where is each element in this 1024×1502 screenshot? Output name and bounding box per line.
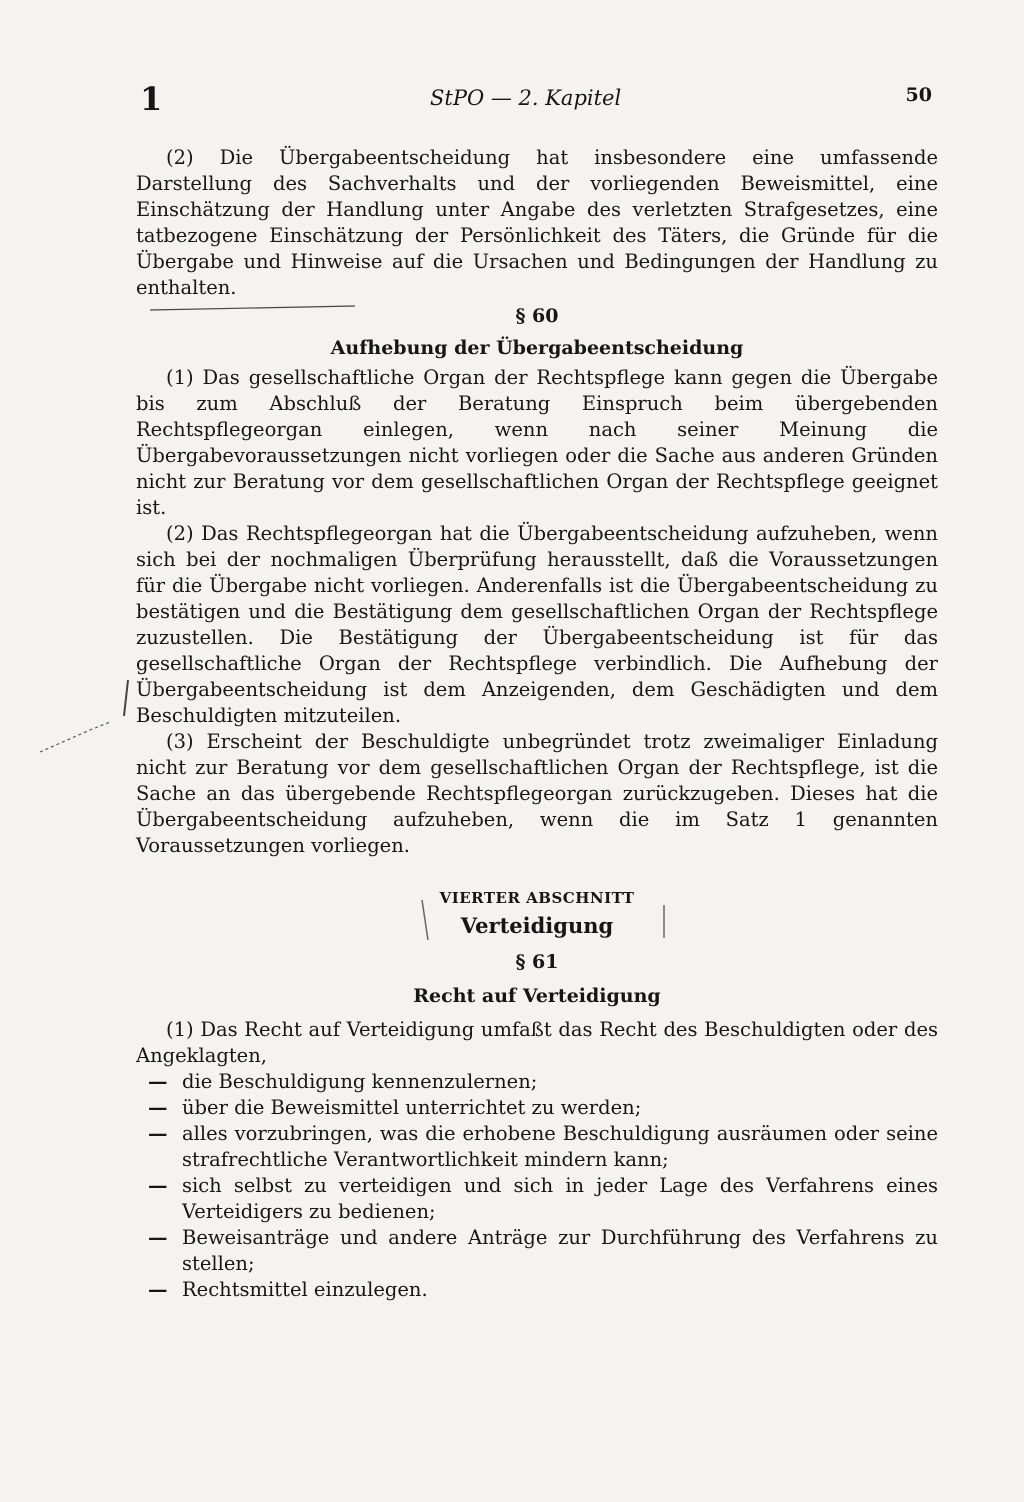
paragraph-59-2: (2) Die Übergabeentscheidung hat insbesondere eine umfassende Darstellung des Sachverhalts und der vorliegenden Beweismittel, eine Einschätzung der Handlung unter Angabe des verletzten Strafgesetzes, eine tatbezogene Einschätzung der Persönlichkeit des Täters, die Gründe für die Übergabe und Hinweise auf die Ursachen und Bedingungen der Handlung zu enthalten. [136, 146, 938, 299]
section-60-number: § 60 [515, 305, 559, 327]
section-60-paragraph-3: (3) Erscheint der Beschuldigte unbegründet trotz zweimaliger Einladung nicht zur Beratung vor dem gesellschaftlichen Organ der Rechtspflege, ist die Sache an das übergebende Rechtspflegeorgan zurückzugeben. Dieses hat die Übergabeentscheidung aufzuheben, wenn die im Satz 1 genannten Voraussetzungen vorliegen. [136, 730, 938, 857]
section-61-number: § 61 [515, 951, 559, 973]
box-mark-left [422, 900, 428, 940]
page-number: 50 [905, 84, 932, 106]
abschnitt-title: Verteidigung [460, 913, 614, 938]
list-dash: — [148, 1122, 168, 1145]
margin-arrow-mark [40, 722, 110, 752]
underline-mark [150, 306, 355, 310]
section-61-intro: (1) Das Recht auf Verteidigung umfaßt das Recht des Beschuldigten oder des Angeklagten, [136, 1018, 938, 1067]
margin-bracket-mark [124, 680, 128, 716]
section-60-paragraph-2: (2) Das Rechtspflegeorgan hat die Übergabeentscheidung aufzuheben, wenn sich bei der nochmaligen Überprüfung herausstellt, daß die Voraussetzungen für die Übergabe nicht vorliegen. Anderenfalls ist die Übergabeentscheidung zu bestätigen und die Bestätigung dem gesellschaftlichen Organ der Rechtspflege zuzustellen. Die Bestätigung der Übergabeentscheidung ist für das gesellschaftliche Organ der Rechtspflege verbindlich. Die Aufhebung der Übergabeentscheidung ist dem Anzeigenden, dem Geschädigten und dem Beschuldigten mitzuteilen. [136, 522, 938, 727]
list-dash: — [148, 1226, 168, 1249]
list-item: — alles vorzubringen, was die erhobene Beschuldigung ausräumen oder seine strafrechtliche Verantwortlichkeit mindern kann; [148, 1122, 938, 1171]
list-item: — Beweisanträge und andere Anträge zur Durchführung des Verfahrens zu stellen; [148, 1226, 938, 1275]
list-item: — die Beschuldigung kennenzulernen; [148, 1070, 538, 1093]
list-dash: — [148, 1174, 168, 1197]
list-item: — Rechtsmittel einzulegen. [148, 1278, 428, 1301]
section-60-title: Aufhebung der Übergabeentscheidung [330, 337, 744, 359]
section-60-paragraph-1: (1) Das gesellschaftliche Organ der Rechtspflege kann gegen die Übergabe bis zum Abschluß der Beratung Einspruch beim übergebenden Rechtspflegeorgan einlegen, wenn nach seiner Meinung die Übergabevoraussetzungen nicht vorliegen oder die Sache aus anderen Gründen nicht zur Beratung vor dem gesellschaftlichen Organ der Rechtspflege geeignet ist. [136, 366, 938, 519]
list-dash: — [148, 1070, 168, 1093]
section-61-title: Recht auf Verteidigung [413, 985, 661, 1007]
list-item: — sich selbst zu verteidigen und sich in jeder Lage des Verfahrens eines Verteidigers zu bedienen; [148, 1174, 938, 1223]
running-title: StPO — 2. Kapitel [430, 86, 622, 110]
chapter-number: 1 [140, 80, 163, 118]
abschnitt-label: VIERTER ABSCHNITT [439, 889, 635, 907]
list-dash: — [148, 1096, 168, 1119]
list-dash: — [148, 1278, 168, 1301]
list-item: — über die Beweismittel unterrichtet zu werden; [148, 1096, 642, 1119]
